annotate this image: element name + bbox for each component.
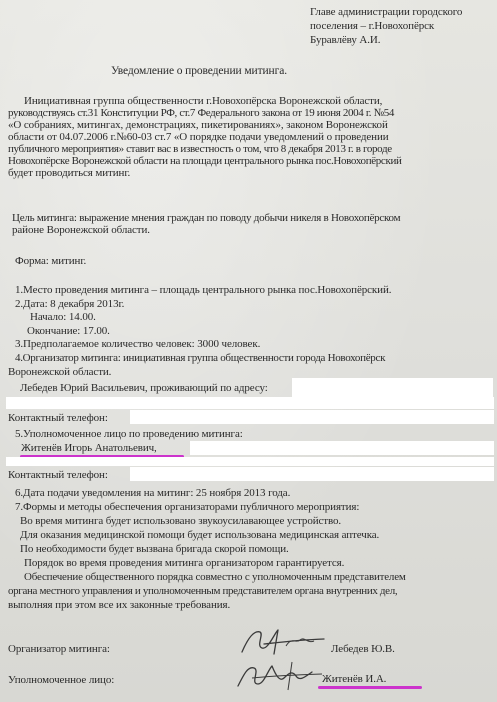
document-title: Уведомление о проведении митинга. (111, 65, 288, 77)
intro-line-5: публичного мероприятия» ставит вас в известность о том, что 8 декабря 2013 г. в городе (8, 143, 392, 155)
redacted-phone-1 (130, 410, 494, 424)
method-2: Для оказания медицинской помощи будет использована медицинская аптечка. (20, 529, 380, 541)
item-methods: 7.Формы и методы обеспечения организаторами публичного мероприятия: (15, 501, 360, 513)
intro-line-7: будет проводиться митинг. (8, 167, 131, 179)
addressee-line-3: Буравлёву А.И. (310, 34, 381, 46)
delegate-signature-label: Уполномоченное лицо: (8, 674, 115, 686)
item-organizer-2: Воронежской области. (8, 366, 112, 378)
intro-line-2: руководствуясь ст.31 Конституции РФ, ст.7 Федерального закона от 19 июня 2004 г. №54 (8, 107, 395, 119)
form-line: Форма: митинг. (15, 255, 87, 267)
item-start: Начало: 14.00. (30, 311, 96, 323)
phone-label-2: Контактный телефон: (8, 469, 108, 481)
organizer-signature-name: Лебедев Ю.В. (331, 643, 395, 655)
delegate-signature-highlight (318, 686, 422, 689)
intro-line-4: области от 04.07.2006 г.№60-03 ст.7 «О порядке подачи уведомлений о проведении (8, 131, 389, 143)
method-3: По необходимости будет вызвана бригада скорой помощи. (20, 543, 289, 555)
item-end: Окончание: 17.00. (27, 325, 110, 337)
intro-line-1: Инициативная группа общественности г.Новохопёрска Воронежской области, (24, 95, 383, 107)
method-5-line-2: органа местного управления и уполномоченным представителем органа внутренних дел, (8, 585, 398, 597)
item-organizer-1: 4.Организатор митинга: инициативная группа общественности города Новохопёрск (15, 352, 386, 364)
redacted-address-continued (6, 397, 494, 409)
goal-line-2: районе Воронежской области. (12, 224, 150, 236)
redacted-address (292, 378, 493, 398)
goal-line-1: Цель митинга: выражение мнения граждан по поводу добычи никеля в Новохопёрском (12, 212, 401, 224)
redacted-delegate-address-continued (6, 457, 494, 466)
delegate-signature-name: Житенёв И.А. (322, 673, 387, 685)
delegate-signature-scribble (232, 656, 326, 694)
delegate-label: 5.Уполномоченное лицо по проведению митинга: (15, 428, 243, 440)
method-1: Во время митинга будет использовано звукоусилавающее устройство. (20, 515, 342, 527)
item-submit-date: 6.Дата подачи уведомления на митинг: 25 ноября 2013 года. (15, 487, 291, 499)
organizer-signature-label: Организатор митинга: (8, 643, 110, 655)
redacted-phone-2 (130, 467, 494, 481)
addressee-line-2: поселения – г.Новохопёрск (310, 20, 435, 32)
redacted-delegate-address (190, 441, 494, 455)
delegate-name: Житенёв Игорь Анатольевич, (21, 442, 157, 454)
item-date: 2.Дата: 8 декабря 2013г. (15, 298, 125, 310)
phone-label-1: Контактный телефон: (8, 412, 108, 424)
item-person: Лебедев Юрий Васильевич, проживающий по адресу: (20, 382, 268, 394)
method-5-line-3: выполняя при этом все их законные требования. (8, 599, 231, 611)
intro-line-3: «О собраниях, митингах, демонстрациях, пикетированиях», законом Воронежской (8, 119, 388, 131)
item-place: 1.Место проведения митинга – площадь центрального рынка пос.Новохопёрский. (15, 284, 392, 296)
item-count: 3.Предполагаемое количество человек: 3000 человек. (15, 338, 261, 350)
addressee-line-1: Главе администрации городского (310, 6, 463, 18)
organizer-signature-scribble (234, 624, 329, 658)
intro-line-6: Новохопёрске Воронежской области на площади центрального рынка пос.Новохопёрский (8, 155, 402, 167)
method-5-line-1: Обеспечение общественного порядка совместно с уполномоченным представителем (24, 571, 406, 583)
method-4: Порядок во время проведения митинга организатором гарантируется. (24, 557, 345, 569)
